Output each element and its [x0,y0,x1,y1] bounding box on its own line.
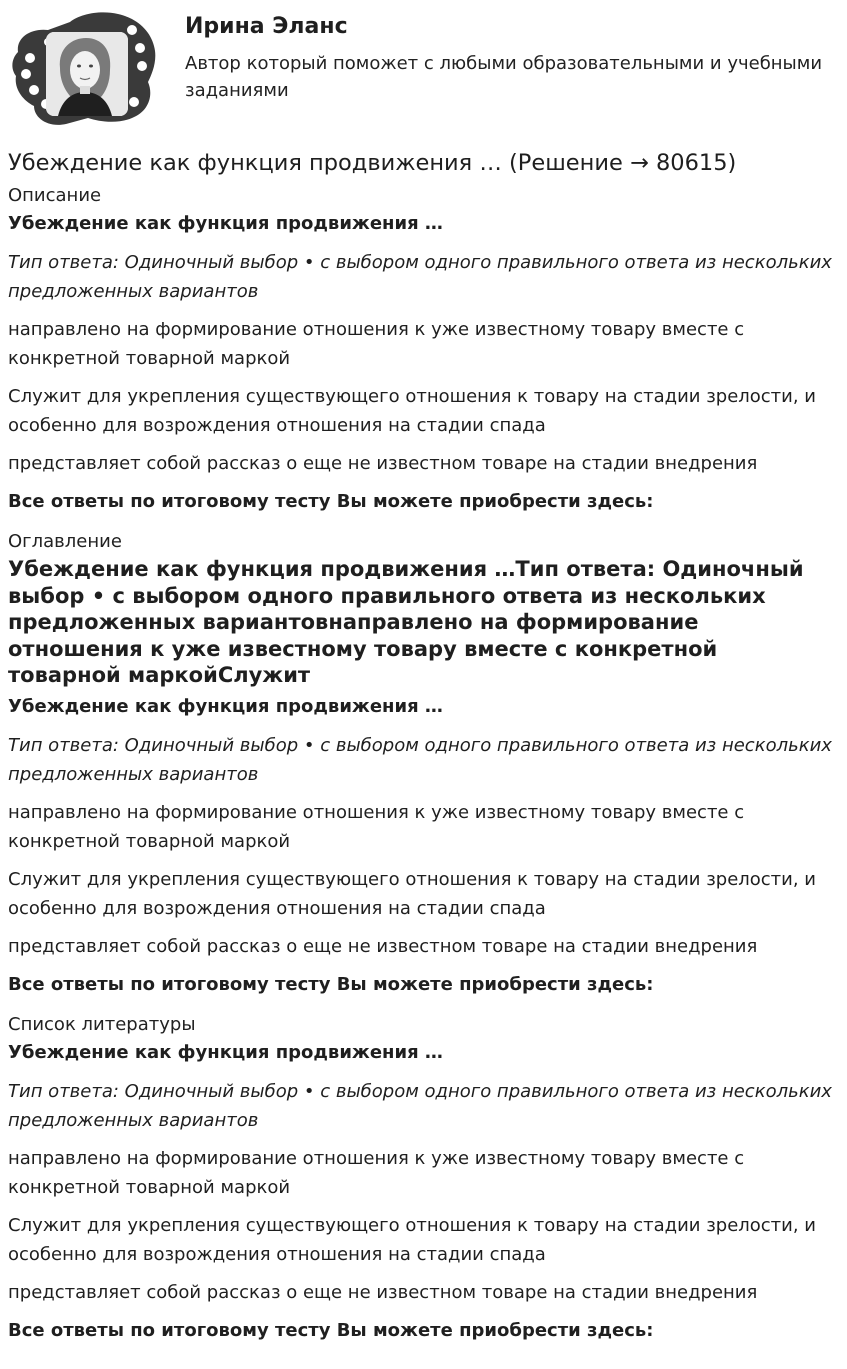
question-title: Убеждение как функция продвижения … [8,695,443,717]
purchase-note: Все ответы по итоговому тесту Вы можете приобрести здесь: [8,973,654,995]
question-title: Убеждение как функция продвижения … [8,1041,443,1063]
answer-type: Тип ответа: Одиночный выбор • с выбором одного правильного ответа из нескольких предложенных вариантов [8,734,832,785]
answer-type: Тип ответа: Одиночный выбор • с выбором одного правильного ответа из нескольких предложенных вариантов [8,252,832,302]
author-avatar [8,8,158,126]
author-card [8,0,839,134]
author-description: Автор который поможет с любыми образовательными и учебными заданиями [185,53,823,101]
answer-option: Служит для укрепления существующего отношения к товару на стадии зрелости, и особенно для возрождения отношения на стадии спада [8,1214,817,1265]
section-description [8,184,839,514]
answer-option: Служит для укрепления существующего отношения к товару на стадии зрелости, и особенно для возрождения отношения на стадии спада [8,868,817,919]
answer-option: Служит для укрепления существующего отношения к товару на стадии зрелости, и особенно для возрождения отношения на стадии спада [8,386,817,436]
answer-option: направлено на формирование отношения к уже известному товару вместе с конкретной товарной маркой [8,801,745,852]
section-label: Оглавление [8,531,122,552]
answer-option: представляет собой рассказ о еще не известном товаре на стадии внедрения [8,453,758,474]
answer-option: направлено на формирование отношения к уже известному товару вместе с конкретной товарной маркой [8,1147,745,1198]
purchase-note: Все ответы по итоговому тесту Вы можете приобрести здесь: [8,1319,654,1341]
section-bibliography [8,1013,839,1343]
answer-type: Тип ответа: Одиночный выбор • с выбором одного правильного ответа из нескольких предложенных вариантов [8,1080,832,1131]
section-label: Описание [8,185,102,206]
section-label: Список литературы [8,1013,196,1035]
toc-heading: Убеждение как функция продвижения …Тип ответа: Одиночный выбор • с выбором одного правильного ответа из нескольких предложенных вариантовнаправлено на формирование отношения к уже известному товару вместе с конкретной товарной маркойСлужит [8,557,804,687]
question-title: Убеждение как функция продвижения … [8,213,443,234]
answer-option: представляет собой рассказ о еще не известном товаре на стадии внедрения [8,935,758,957]
document-title: Убеждение как функция продвижения … (Решение → 80615) [8,150,737,176]
author-name: Ирина Эланс [185,14,348,39]
purchase-note: Все ответы по итоговому тесту Вы можете приобрести здесь: [8,491,654,512]
section-toc [8,530,839,997]
answer-option: представляет собой рассказ о еще не известном товаре на стадии внедрения [8,1281,758,1303]
answer-option: направлено на формирование отношения к уже известному товару вместе с конкретной товарной маркой [8,319,745,369]
